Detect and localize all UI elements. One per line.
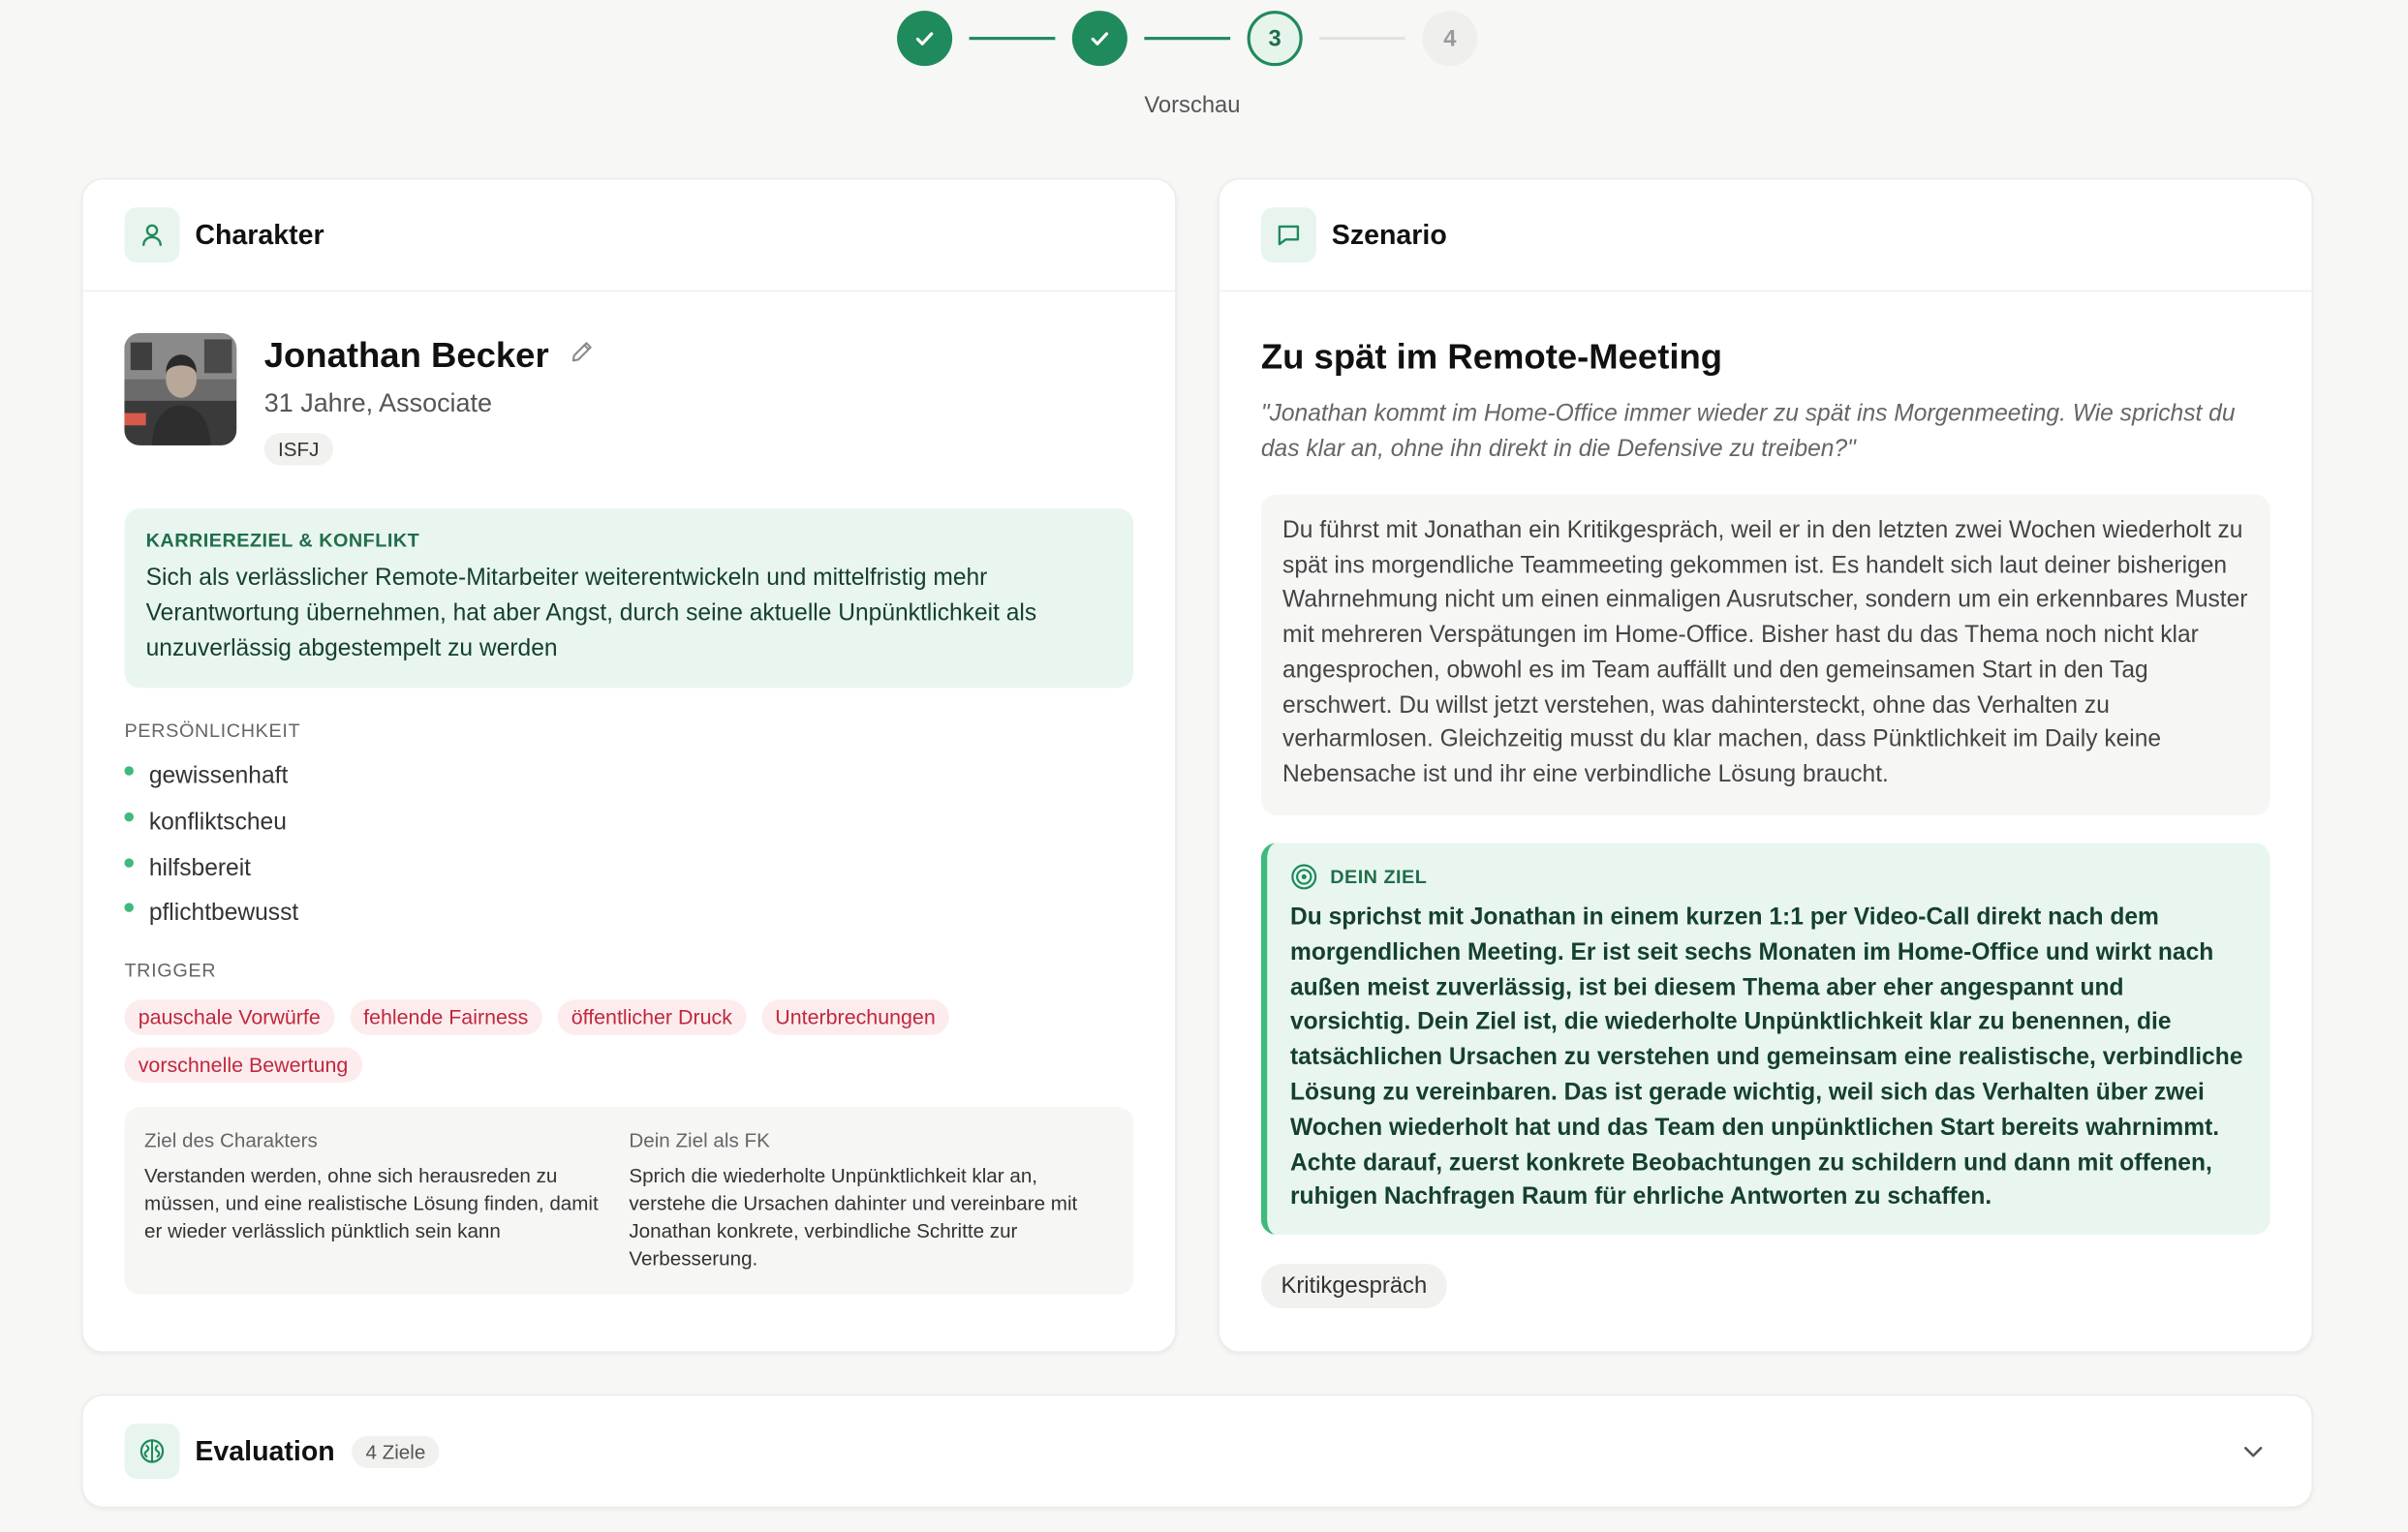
trait-item <box>124 810 286 838</box>
trigger-tag: öffentlicher Druck <box>557 999 746 1034</box>
target-icon <box>1290 863 1318 891</box>
checkmark-icon <box>1088 26 1112 50</box>
avatar <box>124 333 236 445</box>
trait-label: gewissenhaft <box>148 763 289 790</box>
step-connector <box>970 37 1056 40</box>
step-connector <box>1144 37 1230 40</box>
your-goal-label: DEIN ZIEL <box>1330 866 1428 888</box>
bullet-dot <box>124 812 134 822</box>
progress-stepper <box>897 11 1477 66</box>
character-name: Jonathan Becker <box>263 334 549 375</box>
trigger-tag: Unterbrechungen <box>761 999 949 1034</box>
scenario-card <box>1218 178 2313 1353</box>
character-name-row <box>264 335 595 377</box>
career-goal-label: KARRIEREZIEL & KONFLIKT <box>145 530 420 552</box>
trait-label: pflichtbewusst <box>148 900 299 927</box>
fk-goal-text: Sprich die wiederholte Unpünktlichkeit klar an, verstehe die Ursachen dahinter und vereinbare mit Jonathan konkrete, verbindliche Schritte zur Verbesserung. <box>629 1163 1078 1271</box>
personality-label: PERSÖNLICHKEIT <box>124 720 301 742</box>
bullet-dot <box>124 766 134 776</box>
goals-comparison <box>124 1107 1133 1294</box>
step-1-complete[interactable] <box>897 11 952 66</box>
character-subtitle: 31 Jahre, Associate <box>263 388 493 418</box>
character-card-header <box>83 180 1175 292</box>
step-2-complete[interactable] <box>1072 11 1127 66</box>
evaluation-card[interactable] <box>81 1394 2313 1508</box>
your-goal-box <box>1261 843 2270 1235</box>
trigger-tag: pauschale Vorwürfe <box>124 999 334 1034</box>
trigger-tag: vorschnelle Bewertung <box>124 1047 361 1082</box>
step-4-pending[interactable]: 4 <box>1422 11 1477 66</box>
character-card-title: Charakter <box>195 218 324 250</box>
fk-goal-label: Dein Ziel als FK <box>629 1128 770 1152</box>
character-goal-label: Ziel des Charakters <box>144 1128 318 1152</box>
trait-label: hilfsbereit <box>148 855 252 882</box>
chat-bubble-icon <box>1261 207 1316 262</box>
trait-item <box>124 900 298 928</box>
trait-label: konfliktscheu <box>148 809 287 836</box>
goals-count-badge: 4 Ziele <box>352 1435 439 1467</box>
mbti-badge: ISFJ <box>264 433 333 465</box>
character-goal-column <box>144 1128 629 1272</box>
trigger-list <box>124 999 1076 1083</box>
character-goal-text: Verstanden werden, ohne sich herausreden zu müssen, und eine realistische Lösung finden, damit er wieder verlässlich pünktlich sein kann <box>144 1163 599 1242</box>
character-card <box>81 178 1177 1353</box>
trigger-tag: fehlende Fairness <box>350 999 542 1034</box>
scenario-type-tag: Kritikgespräch <box>1261 1264 1447 1308</box>
bullet-dot <box>124 903 134 912</box>
scenario-quote: "Jonathan kommt im Home-Office immer wieder zu spät ins Morgenmeeting. Wie sprichst du das klar an, ohne ihn direkt in die Defensive zu treiben?" <box>1260 400 2236 463</box>
step-3-current[interactable]: 3 <box>1248 11 1303 66</box>
user-icon <box>124 207 179 262</box>
your-goal-label-row <box>1290 863 2248 891</box>
step-connector <box>1319 37 1405 40</box>
checkmark-icon <box>912 26 937 50</box>
trigger-label: TRIGGER <box>124 960 217 982</box>
scenario-card-title: Szenario <box>1331 218 1447 250</box>
scenario-title: Zu spät im Remote-Meeting <box>1260 336 1723 377</box>
bullet-dot <box>124 858 134 868</box>
career-goal-conflict-box <box>124 508 1133 689</box>
brain-icon <box>124 1424 179 1479</box>
trait-item <box>124 855 251 883</box>
current-step-label: Vorschau <box>1144 92 1241 119</box>
trait-item <box>124 763 288 791</box>
fk-goal-column <box>629 1128 1113 1272</box>
scenario-card-header <box>1219 180 2311 292</box>
evaluation-card-header[interactable] <box>83 1395 2312 1506</box>
career-goal-text: Sich als verlässlicher Remote-Mitarbeiter weiterentwickeln und mittelfristig mehr Verantwortung übernehmen, hat aber Angst, durch seine aktuelle Unpünktlichkeit als unzuverlässig abgestempelt zu werden <box>145 565 1037 662</box>
edit-pencil-icon[interactable] <box>571 339 595 371</box>
evaluation-card-title: Evaluation <box>195 1434 335 1466</box>
scenario-description: Du führst mit Jonathan ein Kritikgespräch, weil er in den letzten zwei Wochen wiederholt zu spät ins morgendliche Teammeeting gekommen ist. Es handelt sich laut deiner bisherigen Wahrnehmung nicht um einen einmaligen Ausrutscher, sondern um ein erkennbares Muster mit mehreren Verspätungen im Home-Office. Bisher hast du das Thema noch nicht klar angesprochen, obwohl es im Team auffällt und den gemeinsamen Start in den Tag erschwert. Du willst jetzt verstehen, was dahintersteckt, ohne das Verhalten zu verharmlosen. Gleichzeitig musst du klar machen, dass Pünktlichkeit im Daily keine Nebensache ist und ihr eine verbindliche Lösung braucht. <box>1261 495 2270 815</box>
chevron-down-icon[interactable] <box>2241 1439 2266 1471</box>
your-goal-text: Du sprichst mit Jonathan in einem kurzen 1:1 per Video-Call direkt nach dem morgendlichen Meeting. Er ist seit sechs Monaten im Home-Office und wirkt nach außen meist zuverlässig, ist bei diesem Thema aber eher angespannt und vorsichtig. Dein Ziel ist, die wiederholte Unpünktlichkeit klar zu benennen, die tatsächlichen Ursachen zu verstehen und gemeinsam eine realistische, verbindliche Lösung zu vereinbaren. Das ist gerade wichtig, weil sich das Verhalten über zwei Wochen wiederholt hat und das Team den unpünktlichen Start bereits wahrnimmt. Achte darauf, zuerst konkrete Beobachtungen zu schildern und dann mit offenen, ruhigen Nachfragen Raum für ehrliche Antworten zu schaffen. <box>1289 904 2243 1211</box>
